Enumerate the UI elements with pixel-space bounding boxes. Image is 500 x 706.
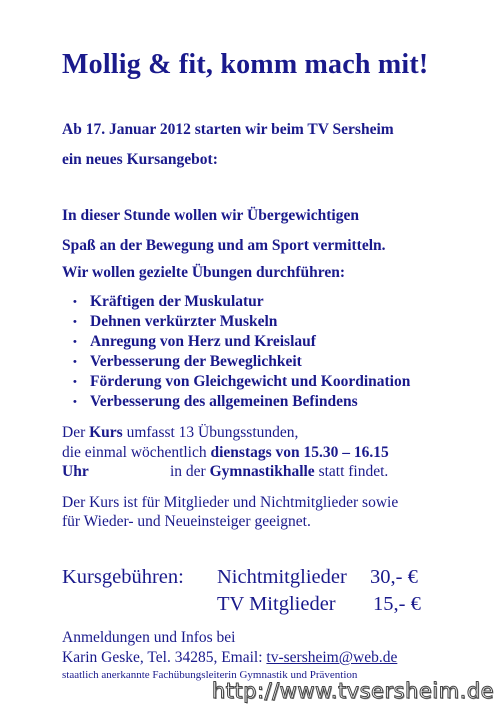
list-item: • Dehnen verkürzter Muskeln (73, 313, 278, 330)
list-item: • Anregung von Herz und Kreislauf (73, 333, 316, 350)
course-line-3: Uhr (62, 463, 89, 480)
contact-email-link[interactable]: tv-sersheim@web.de (266, 649, 398, 666)
fees-nonmember-price: 30,- € (370, 566, 418, 588)
list-item: • Förderung von Gleichgewicht und Koordination (73, 373, 411, 390)
list-item: • Verbesserung des allgemeinen Befindens (73, 393, 358, 410)
purpose-line-2: Spaß an der Bewegung und am Sport vermitteln. (62, 237, 386, 254)
page-title: Mollig & fit, komm mach mit! (62, 49, 429, 80)
bullet-icon: • (73, 316, 77, 328)
contact-qualification: staatlich anerkannte Fachübungsleiterin Gymnastik und Prävention (62, 669, 358, 681)
bullet-icon: • (73, 296, 77, 308)
course-line-1: Der Kurs umfasst 13 Übungsstunden, (62, 424, 299, 441)
purpose-line-3: Wir wollen gezielte Übungen durchführen: (62, 264, 346, 281)
contact-line-1: Anmeldungen und Infos bei (62, 629, 236, 646)
eligibility-line-1: Der Kurs ist für Mitglieder und Nichtmitglieder sowie (62, 494, 399, 511)
fees-member-price: 15,- € (373, 593, 421, 615)
bullet-icon: • (73, 396, 77, 408)
course-line-2: die einmal wöchentlich dienstags von 15.30 – 16.15 (62, 444, 389, 461)
purpose-line-1: In dieser Stunde wollen wir Übergewichtigen (62, 207, 359, 224)
website-watermark: http://www.tvsersheim.de (211, 679, 494, 703)
exercise-list (73, 292, 410, 412)
bullet-icon: • (73, 376, 77, 388)
eligibility-line-2: für Wieder- und Neueinsteiger geeignet. (62, 513, 311, 530)
bullet-icon: • (73, 336, 77, 348)
fees-label: Kursgebühren: (62, 566, 184, 588)
course-line-3-location: in der Gymnastikhalle statt findet. (170, 463, 389, 480)
list-item: • Kräftigen der Muskulatur (73, 293, 264, 310)
fees-nonmember-label: Nichtmitglieder (217, 566, 347, 588)
intro-line-2: ein neues Kursangebot: (62, 151, 218, 168)
intro-line-1: Ab 17. Januar 2012 starten wir beim TV Sersheim (62, 121, 394, 138)
fees-member-label: TV Mitglieder (217, 593, 336, 615)
list-item: • Verbesserung der Beweglichkeit (73, 353, 302, 370)
contact-line-2: Karin Geske, Tel. 34285, Email: tv-sersheim@web.de (62, 649, 398, 666)
bullet-icon: • (73, 356, 77, 368)
